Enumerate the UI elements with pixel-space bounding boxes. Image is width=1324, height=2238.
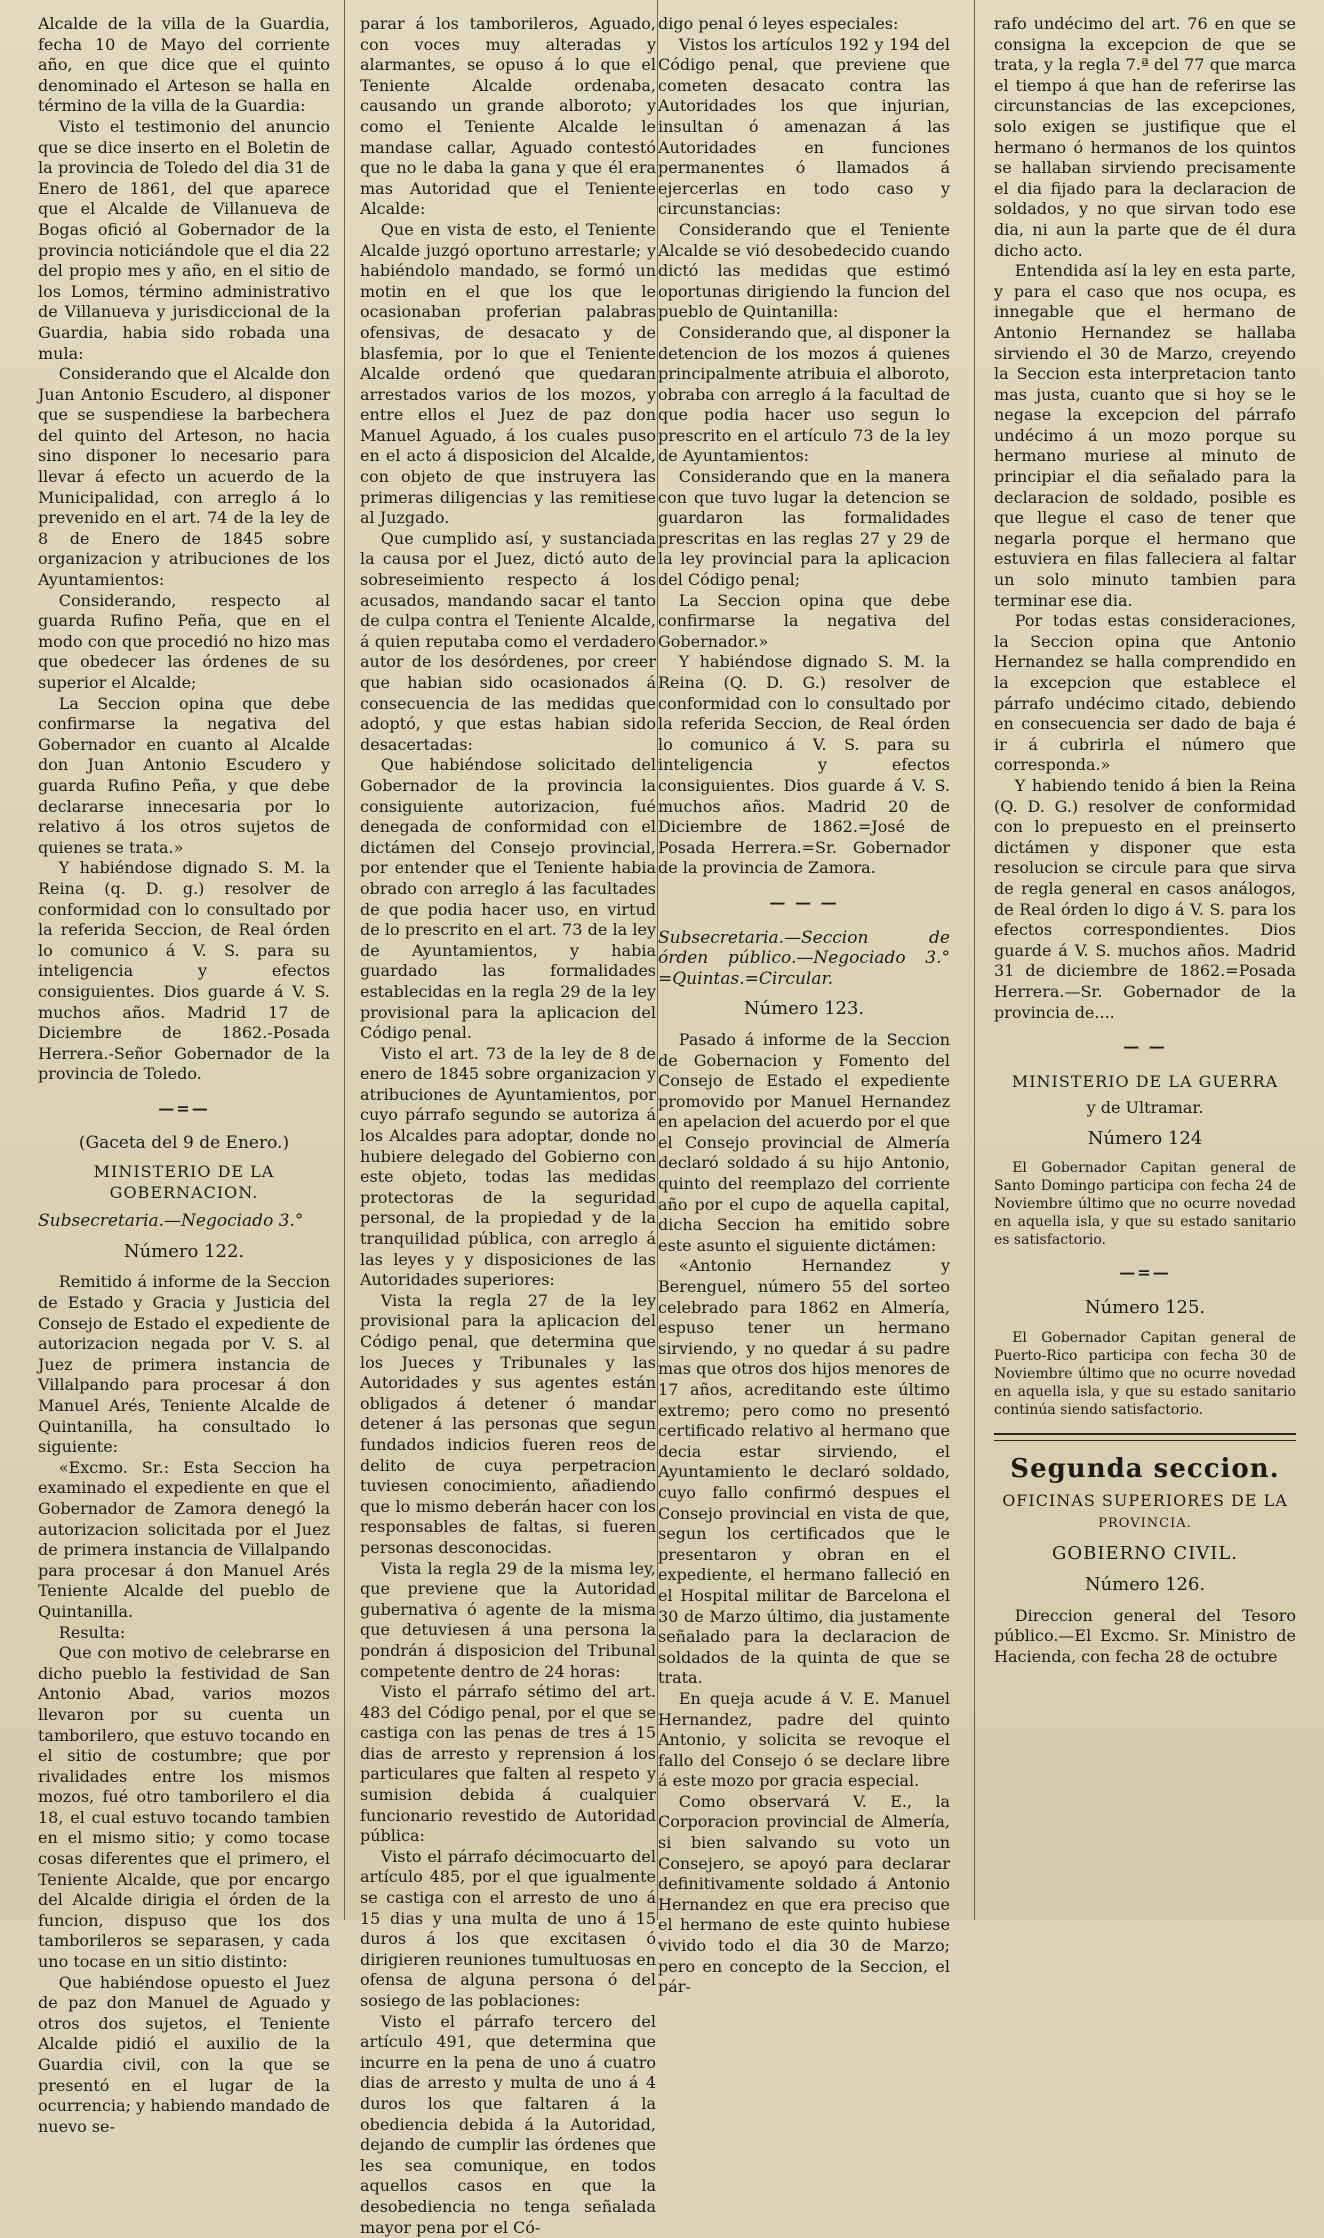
office-heading: OFICINAS SUPERIORES DE LA	[1002, 1491, 1288, 1511]
paragraph: En queja acude á V. E. Manuel Hernandez, padre del quinto Antonio, y solicita se revoque el fallo del Consejo ó se declare libre á este mozo por gracia especial.	[658, 1688, 950, 1791]
item-number: Número 123.	[743, 998, 865, 1020]
paragraph: El Gobernador Capitan general de Santo Domingo participa con fecha 24 de Noviembre último que no ocurre novedad en aquella isla, y que su estado sanitario es satisfactorio.	[994, 1160, 1296, 1249]
paragraph: parar á los tamborileros, Aguado, con voces muy alteradas y alarmantes, se opuso á lo que el Teniente Alcalde ordenaba, causando un grande alboroto; y como el Teniente Alcalde le mandase callar, Aguado contestó que no le daba la gana y que él era mas Autoridad que el Teniente Alcalde:	[360, 14, 656, 219]
paragraph: «Excmo. Sr.: Esta Seccion ha examinado el expediente en que el Gobernador de Zamora denegó la autorizacion solicitada por el Juez de primera instancia de Villalpando para procesar á don Manuel Arés Teniente Alcalde del pueblo de Quintanilla.	[38, 1457, 330, 1621]
paragraph: Vista la regla 27 de la ley provisional para la aplicacion del Código penal, que determina que los Jueces y Tribunales y las Autoridades y sus agentes están obligados á detener ó mandar detener á las personas que segun fundados indicios fueren reos de delito de cuya perpetracion tuviesen conocimiento, añadiendo que lo mismo deberán hacer con los responsables de faltas, si fueren personas desconocidas.	[360, 1290, 656, 1557]
ministry-heading: MINISTERIO DE LA GOBERNACION.	[93, 1162, 275, 1202]
paragraph: Visto el párrafo décimocuarto del artículo 485, por el que igualmente se castiga con el arresto de uno á 15 dias y una multa de uno á 15 duros á los que excitasen ó dirigieren reuniones tumultuosas en ofensa de alguna persona ó del sosiego de las poblaciones:	[360, 1846, 656, 2010]
paragraph: La Seccion opina que debe confirmarse la negativa del Gobernador.»	[658, 590, 950, 651]
paragraph: Y habiendo tenido á bien la Reina (Q. D. G.) resolver de conformidad con lo prepuesto en el preinserto dictámen y disponer que esta resolucion se circule para que sirva de regla general en casos análogos, de Real órden lo digo á V. S. para los efectos correspondientes. Dios guarde á V. S. muchos años. Madrid 31 de diciembre de 1862.=Posada Herrera.—Sr. Gobernador de la provincia de....	[994, 775, 1296, 1022]
section-heading: Segunda seccion.	[1010, 1453, 1280, 1484]
ministry-subheading: y de Ultramar.	[1086, 1098, 1204, 1118]
paragraph: Visto el art. 73 de la ley de 8 de enero de 1845 sobre organizacion y atribuciones de Ayuntamientos, por cuyo párrafo segundo se autoriza á los Alcaldes para adoptar, donde no hubiere delegado del Gobierno con este objeto, todas las medidas protectoras de la seguridad personal, de la propiedad y de la tranquilidad pública, con arreglo á las leyes y y disposiciones de las Autoridades superiores:	[360, 1043, 656, 1290]
column-2	[360, 14, 656, 2238]
paragraph: Que habiéndose solicitado del Gobernador de la provincia la consiguiente autorizacion, fué denegada de conformidad con el dictámen del Consejo provincial, por entender que el Teniente habia obrado con arreglo á las facultades de que podia hacer uso, en virtud de lo prescrito en el art. 73 de la ley de Ayuntamientos, y habia guardado las formalidades establecidas en la regla 29 de la ley provisional para la aplicacion del Código penal.	[360, 755, 656, 1043]
column-rule	[974, 0, 975, 1920]
paragraph: Pasado á informe de la Seccion de Gobernacion y Fomento del Consejo de Estado el expediente promovido por Manuel Hernandez en apelacion del acuerdo por el que el Consejo provincial de Almería declaró soldado á su hijo Antonio, quinto del reemplazo del corriente año por el cupo de aquella capital, dicha Seccion ha emitido sobre este asunto el siguiente dictámen:	[658, 1029, 950, 1255]
separator: — — —	[769, 892, 839, 912]
paragraph: Considerando que el Alcalde don Juan Antonio Escudero, al disponer que se suspendiese la barbechera del quinto del Arteson, no hacia sino disponer lo necesario para llevar á efecto un acuerdo de la Municipalidad, con arreglo á lo prevenido en el art. 74 de la ley de 8 de Enero de 1845 sobre organizacion y atribuciones de los Ayuntamientos:	[38, 364, 330, 590]
ministry-heading: MINISTERIO DE LA GUERRA	[1011, 1071, 1279, 1091]
paragraph: Que en vista de esto, el Teniente Alcalde juzgó oportuno arrestarle; y habiéndolo mandado, se formó un motin en el que los que le ocasionaban proferian palabras ofensivas, de desacato y de blasfemia, por lo que el Teniente Alcalde ordenó que quedaran arrestados varios de los mozos, y entre ellos el Juez de paz don Manuel Aguado, á los cuales puso en el acto á disposicion del Alcalde, con objeto de que instruyera las primeras diligencias y las remitiese al Juzgado.	[360, 219, 656, 528]
paragraph: Considerando que, al disponer la detencion de los mozos á quienes principalmente atribuia el alboroto, obraba con arreglo á la facultad de que podia hacer uso segun lo prescrito en el artículo 73 de la ley de Ayuntamientos:	[658, 322, 950, 466]
paragraph: Visto el párrafo tercero del artículo 491, que determina que incurre en la pena de uno á cuatro dias de arresto y multa de uno á 4 duros los que faltaren á la obediencia debida á la Autoridad, dejando de cumplir las órdenes que les sea comunique, en todos aquellos casos en que la desobediencia no tenga señalada mayor pena por el Có-	[360, 2011, 656, 2237]
separator: —=—	[1119, 1263, 1171, 1283]
separator: — —	[1123, 1037, 1167, 1057]
paragraph: Vistos los artículos 192 y 194 del Código penal, que previene que cometen desacato contra las Autoridades los que injurian, insultan ó amenazan á las Autoridades en funciones permanentes ó llamados á ejercerlas en todo caso y circunstancias:	[658, 34, 950, 219]
office-subheading: PROVINCIA.	[1098, 1515, 1192, 1531]
subsecretaria-heading: Subsecretaria.—Seccion de órden público.—Negociado 3.° =Quintas.=Circular.	[658, 927, 950, 989]
paragraph: Y habiéndose dignado S. M. la Reina (q. D. g.) resolver de conformidad con lo consultado por la referida Seccion, de Real órden lo comunico á V. S. para su inteligencia y efectos consiguientes. Dios guarde á V. S. muchos años. Madrid 17 de Diciembre de 1862.-Posada Herrera.-Señor Gobernador de la provincia de Toledo.	[38, 858, 330, 1084]
item-number: Número 126.	[1084, 1574, 1206, 1596]
column-1	[38, 14, 330, 2137]
paragraph: «Antonio Hernandez y Berenguel, número 55 del sorteo celebrado para 1862 en Almería, espuso tener un hermano sirviendo, y no quedar á su padre mas que otros dos hijos menores de 17 años, acreditando este último extremo; pero como no presentó certificado relativo al hermano que decia estar sirviendo, el Ayuntamiento le declaró soldado, cuyo fallo confirmó despues el Consejo provincial en vista de que, segun los certificados que le presentaron y obran en el expediente, el hermano falleció en el Hospital militar de Barcelona el 30 de Marzo último, dia justamente señalado para la declaracion de soldados de la quinta de que se trata.	[658, 1256, 950, 1688]
paragraph: Considerando que en la manera con que tuvo lugar la detencion se guardaron las formalidades prescritas en las reglas 27 y 29 de la ley provincial para la aplicacion del Código penal;	[658, 467, 950, 590]
column-rule	[344, 0, 345, 1920]
paragraph: La Seccion opina que debe confirmarse la negativa del Gobernador en cuanto al Alcalde don Juan Antonio Escudero y guarda Rufino Peña, y que debe declararse innecesaria por lo relativo á los otros sujetos de quienes se trata.»	[38, 693, 330, 857]
paragraph: Que con motivo de celebrarse en dicho pueblo la festividad de San Antonio Abad, varios mozos llevaron por su cuenta un tamborilero, que estuvo tocando en el sitio de costumbre; que por rivalidades entre los mismos mozos, fué otro tamborilero el dia 18, el cual estuvo tocando tambien en el mismo sitio; y como tocase cosas diferentes que el primero, el Teniente Alcalde, que por encargo del Alcalde dirigia el órden de la funcion, dispuso que los dos tamborileros se separasen, y cada uno tocase en un sitio distinto:	[38, 1643, 330, 1972]
paragraph: Visto el párrafo sétimo del art. 483 del Código penal, por el que se castiga con las penas de tres á 15 dias de arresto y reprension á los particulares que falten al respeto y sumision debida á cualquier funcionario revestido de Autoridad pública:	[360, 1682, 656, 1846]
paragraph: Y habiéndose dignado S. M. la Reina (Q. D. G.) resolver de conformidad con lo consultado por la referida Seccion, de Real órden lo comunico á V. S. para su inteligencia y efectos consiguientes. Dios guarde á V. S. muchos años. Madrid 20 de Diciembre de 1862.=José de Posada Herrera.=Sr. Gobernador de la provincia de Zamora.	[658, 652, 950, 878]
paragraph: Visto el testimonio del anuncio que se dice inserto en el Boletin de la provincia de Toledo del dia 31 de Enero de 1861, del que aparece que el Alcalde de Villanueva de Bogas ofició al Gobernador de la provincia noticiándole que el dia 22 del propio mes y año, en el sitio de los Lomos, término administrativo de Villanueva y jurisdiccional de la Guardia, habia sido robada una mula:	[38, 116, 330, 363]
paragraph: Como observará V. E., la Corporacion provincial de Almería, si bien salvando su voto un Consejero, se apoyó para declarar definitivamente soldado á Antonio Hernandez en que era preciso que el hermano de este quinto hubiese vivido todo el dia 30 de Marzo; pero en concepto de la Seccion, el pár-	[658, 1791, 950, 1997]
paragraph: Alcalde de la villa de la Guardia, fecha 10 de Mayo del corriente año, en que dice que el quinto denominado el Arteson se halla en término de la villa de la Guardia:	[38, 14, 330, 116]
paragraph: Que habiéndose opuesto el Juez de paz don Manuel de Aguado y otros dos sujetos, el Teniente Alcalde pidió el auxilio de la Guardia civil, con la que se presentó en el lugar de la ocurrencia; y habiendo mandado de nuevo se-	[38, 1972, 330, 2136]
item-number: Número 122.	[123, 1240, 245, 1262]
paragraph: Entendida así la ley en esta parte, y para el caso que nos ocupa, es innegable que el hermano de Antonio Hernandez se hallaba sirviendo el 30 de Marzo, creyendo la Seccion esta interpretacion tanto mas justa, cuanto que si hoy se le negase la excepcion del párrafo undécimo á un mozo porque su hermano muriese al minuto de principiar el dia señalado para la declaracion de soldado, posible es que llegue el caso de tener que negarla porque el hermano que estuviera en filas falleciera al faltar un solo minuto tambien para terminar ese dia.	[994, 261, 1296, 610]
column-4	[994, 14, 1296, 1667]
paragraph: Resulta:	[58, 1622, 126, 1642]
paragraph: Vista la regla 29 de la misma ley, que previene que la Autoridad gubernativa ó agente de la misma que detuviesen á una persona la pondrán á disposicion del Tribunal competente dentro de 24 horas:	[360, 1558, 656, 1681]
paragraph: Considerando que el Teniente Alcalde se vió desobedecido cuando dictó las medidas que estimó oportunas dirigiendo la funcion del pueblo de Quintanilla:	[658, 219, 950, 322]
separator: —=—	[158, 1098, 210, 1118]
paragraph: El Gobernador Capitan general de Puerto-Rico participa con fecha 30 de Noviembre último que no ocurre novedad en aquella isla, y que su estado sanitario continúa siendo satisfactorio.	[994, 1329, 1296, 1418]
paragraph: Considerando, respecto al guarda Rufino Peña, que en el modo con que procedió no hizo mas que obedecer las órdenes de su superior el Alcalde;	[38, 590, 330, 692]
government-heading: GOBIERNO CIVIL.	[1051, 1543, 1239, 1565]
item-number: Número 124	[1087, 1127, 1203, 1149]
paragraph: digo penal ó leyes especiales:	[658, 14, 899, 33]
subsecretaria-heading: Subsecretaria.—Negociado 3.°	[38, 1211, 304, 1232]
paragraph: Por todas estas consideraciones, la Seccion opina que Antonio Hernandez se halla comprendido en la excepcion que establece el párrafo undécimo citado, debiendo en consecuencia ser dado de baja é ir á cubrirla el número que corresponda.»	[994, 611, 1296, 775]
double-rule	[994, 1433, 1296, 1441]
gazette-date: (Gaceta del 9 de Enero.)	[78, 1133, 290, 1154]
item-number: Número 125.	[1084, 1297, 1206, 1319]
paragraph: rafo undécimo del art. 76 en que se consigna la excepcion de que se trata, y la regla 7.ª del 77 que marca el tiempo á que han de referirse las circunstancias de las excepciones, solo exigen se justifique que el hermano ó hermanos de los quintos se hallaban sirviendo precisamente el dia fijado para la declaracion de soldados, y no que sirvan todo ese dia, ni aun la parte que de él dura dicho acto.	[994, 14, 1296, 260]
column-3	[658, 14, 950, 1998]
paragraph: Remitido á informe de la Seccion de Estado y Gracia y Justicia del Consejo de Estado el expediente de autorizacion negada por V. S. al Juez de primera instancia de Villalpando para procesar á don Manuel Arés, Teniente Alcalde de Quintanilla, ha consultado lo siguiente:	[38, 1272, 330, 1457]
paragraph: Direccion general del Tesoro público.—El Excmo. Sr. Ministro de Hacienda, con fecha 28 de octubre	[994, 1605, 1296, 1666]
paragraph: Que cumplido así, y sustanciada la causa por el Juez, dictó auto de sobreseimiento respecto á los acusados, mandando sacar el tanto de culpa contra el Teniente Alcalde, á quien reputaba como el verdadero autor de los desórdenes, por creer que habian sido ocasionados á consecuencia de las medidas que adoptó, y que estas habian sido desacertadas:	[360, 528, 656, 754]
